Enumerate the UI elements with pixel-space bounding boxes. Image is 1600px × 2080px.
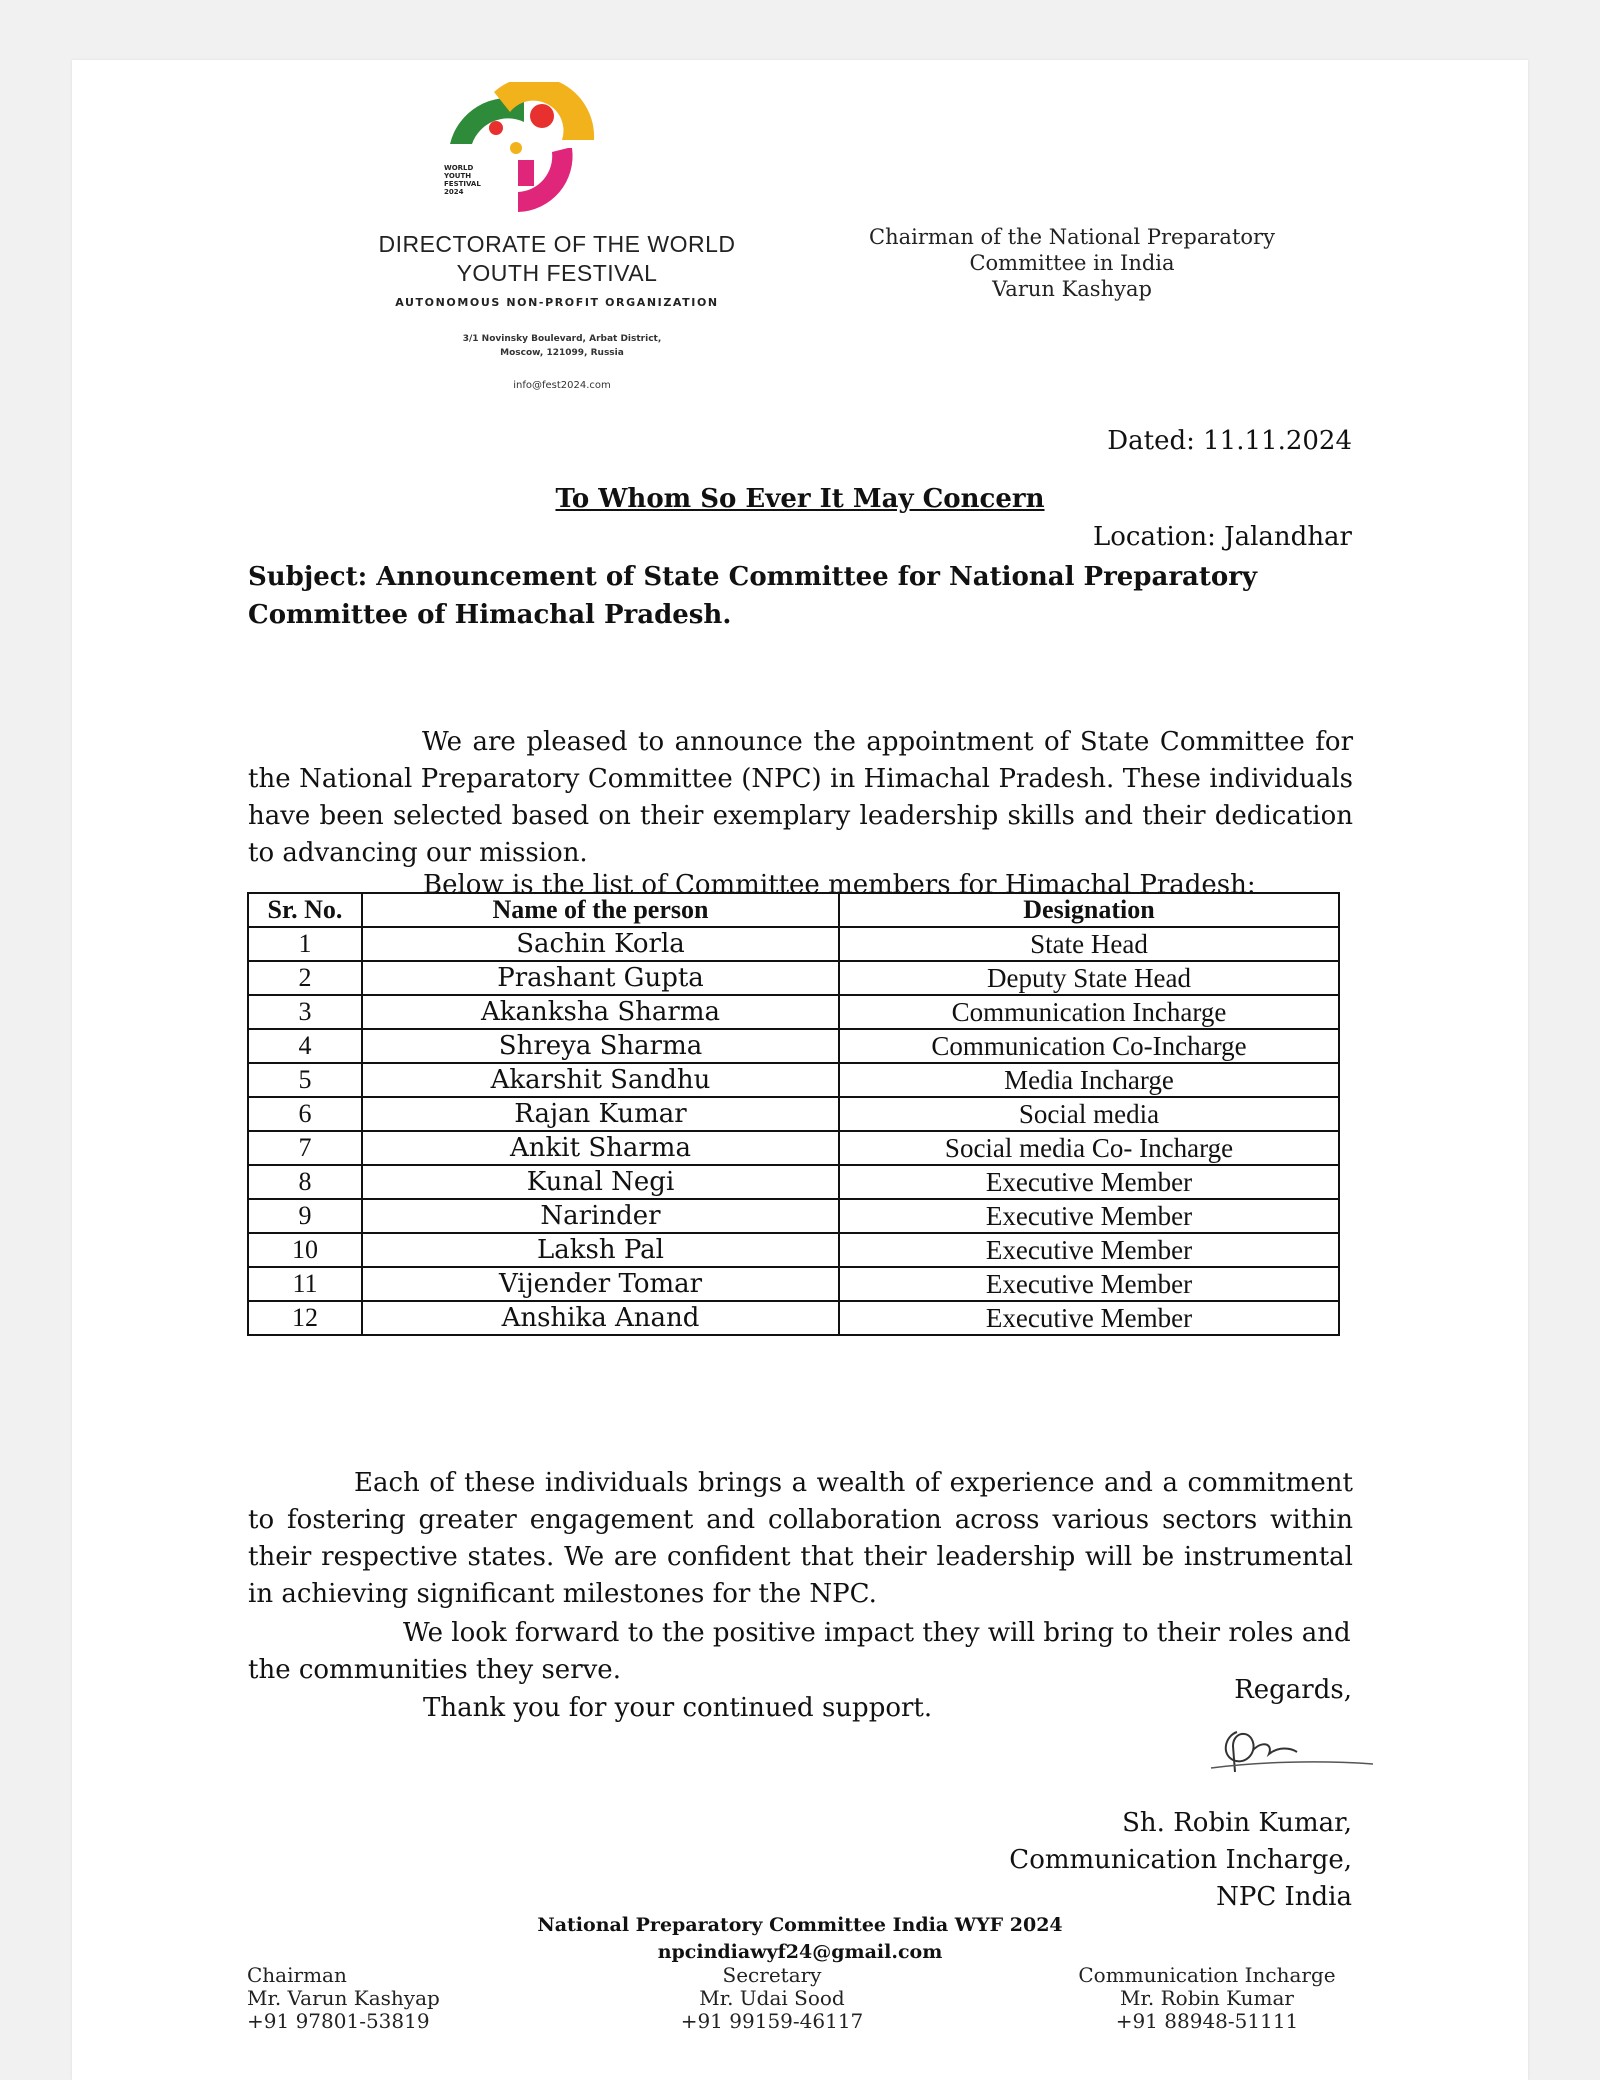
org-address-line-2: Moscow, 121099, Russia [500, 348, 624, 358]
table-row [248, 1301, 1339, 1335]
cell-designation: Executive Member [839, 1165, 1339, 1199]
cell-sr: 5 [248, 1063, 362, 1097]
table-row [248, 1267, 1339, 1301]
org-title [292, 230, 822, 288]
cell-name: Kunal Negi [362, 1165, 839, 1199]
list-intro: Below is the list of Committee members for Himachal Pradesh: [423, 870, 1256, 900]
cell-name: Ankit Sharma [362, 1131, 839, 1165]
subject-line-1: Subject: Announcement of State Committee for National Preparatory [248, 562, 1258, 592]
cell-name: Sachin Korla [362, 927, 839, 961]
org-title-line-1: DIRECTORATE OF THE WORLD [378, 231, 736, 257]
org-subtitle: AUTONOMOUS NON-PROFIT ORGANIZATION [395, 296, 719, 309]
footer-left-name: Mr. Varun Kashyap [247, 1986, 440, 2010]
cell-designation: Executive Member [839, 1267, 1339, 1301]
cell-sr: 10 [248, 1233, 362, 1267]
letter-heading: To Whom So Ever It May Concern [555, 484, 1045, 514]
cell-designation: Social media [839, 1097, 1339, 1131]
org-email: info@fest2024.com [513, 380, 611, 391]
letter-subject [248, 558, 1358, 634]
footer-right-name: Mr. Robin Kumar [1120, 1986, 1294, 2010]
signatory-block [1009, 1805, 1352, 1916]
footer-communication [1062, 1964, 1352, 2033]
table-row [248, 1063, 1339, 1097]
cell-designation: Executive Member [839, 1301, 1339, 1335]
committee-table [247, 892, 1340, 1336]
cell-name: Akanksha Sharma [362, 995, 839, 1029]
closing-text-1: Each of these individuals brings a wealth of experience and a commitment to fostering greater engagement and collaboration across various sectors within their respective states. We are confident that their leadership will be instrumental in achieving significant milestones for the NPC. [248, 1468, 1353, 1609]
table-row [248, 1131, 1339, 1165]
footer-right-phone: +91 88948-51111 [1115, 2009, 1299, 2033]
cell-sr: 12 [248, 1301, 362, 1335]
cell-name: Shreya Sharma [362, 1029, 839, 1063]
world-youth-festival-logo [444, 82, 654, 242]
table-header-row [248, 893, 1339, 927]
footer-mid-phone: +91 99159-46117 [680, 2009, 864, 2033]
subject-line-2: Committee of Himachal Pradesh. [248, 600, 732, 630]
cell-sr: 8 [248, 1165, 362, 1199]
chair-line-1: Chairman of the National Preparatory [869, 225, 1275, 249]
intro-text: We are pleased to announce the appointment of State Committee for the National Preparatory Committee (NPC) in Himachal Pradesh. These individuals have been selected based on their exemplary leadership skills and their dedication to advancing our mission. [248, 727, 1353, 868]
table-row [248, 1233, 1339, 1267]
cell-sr: 7 [248, 1131, 362, 1165]
cell-sr: 4 [248, 1029, 362, 1063]
letter-location: Location: Jalandhar [1093, 522, 1352, 552]
cell-name: Anshika Anand [362, 1301, 839, 1335]
cell-sr: 6 [248, 1097, 362, 1131]
table-row [248, 1165, 1339, 1199]
table-row [248, 927, 1339, 961]
signatory-name: Sh. Robin Kumar, [1122, 1808, 1352, 1838]
footer-email: npcindiawyf24@gmail.com [657, 1941, 943, 1963]
signatory-org: NPC India [1216, 1882, 1352, 1912]
footer-mid-role: Secretary [722, 1963, 822, 1987]
logo-pink-block [518, 160, 534, 186]
org-address [372, 332, 752, 360]
letter-date: Dated: 11.11.2024 [1107, 426, 1352, 456]
closing-paragraph-1 [248, 1465, 1353, 1613]
footer-mid-name: Mr. Udai Sood [699, 1986, 845, 2010]
table-row [248, 1097, 1339, 1131]
intro-paragraph [248, 724, 1353, 872]
footer-title: National Preparatory Committee India WYF 2024 [537, 1914, 1063, 1936]
cell-designation: Communication Co-Incharge [839, 1029, 1339, 1063]
footer-chairman [247, 1964, 440, 2033]
org-address-line-1: 3/1 Novinsky Boulevard, Arbat District, [462, 334, 662, 344]
regards: Regards, [1234, 1675, 1352, 1705]
logo-word-4: 2024 [444, 188, 464, 196]
org-title-line-2: YOUTH FESTIVAL [456, 260, 658, 286]
table-row [248, 961, 1339, 995]
cell-designation: Media Incharge [839, 1063, 1339, 1097]
cell-name: Narinder [362, 1199, 839, 1233]
logo-word-1: WORLD [444, 164, 474, 172]
cell-sr: 2 [248, 961, 362, 995]
cell-sr: 3 [248, 995, 362, 1029]
chair-line-3: Varun Kashyap [992, 277, 1152, 301]
signatory-title: Communication Incharge, [1009, 1845, 1352, 1875]
closing-paragraph-2 [248, 1615, 1353, 1689]
cell-designation: Communication Incharge [839, 995, 1339, 1029]
footer-left-role: Chairman [247, 1963, 347, 1987]
cell-designation: Executive Member [839, 1233, 1339, 1267]
logo-word-2: YOUTH [444, 172, 472, 180]
cell-sr: 9 [248, 1199, 362, 1233]
logo-small-yellow-dot [510, 142, 522, 154]
header-name: Name of the person [362, 893, 839, 927]
signature-image [1207, 1710, 1377, 1780]
cell-designation: State Head [839, 927, 1339, 961]
cell-designation: Social media Co- Incharge [839, 1131, 1339, 1165]
letter-page [72, 60, 1528, 2080]
footer-left-phone: +91 97801-53819 [247, 2009, 430, 2033]
closing-paragraph-3: Thank you for your continued support. [423, 1693, 933, 1723]
table-row [248, 1199, 1339, 1233]
footer-secretary [632, 1964, 912, 2033]
chairman-block [832, 224, 1312, 302]
cell-designation: Deputy State Head [839, 961, 1339, 995]
cell-name: Vijender Tomar [362, 1267, 839, 1301]
logo-red-dot [530, 104, 554, 128]
table-row [248, 995, 1339, 1029]
header-sr-no: Sr. No. [248, 893, 362, 927]
logo-small-red-dot [489, 121, 503, 135]
closing-text-2: We look forward to the positive impact they will bring to their roles and the communities they serve. [248, 1618, 1351, 1685]
cell-sr: 11 [248, 1267, 362, 1301]
cell-designation: Executive Member [839, 1199, 1339, 1233]
footer-right-role: Communication Incharge [1078, 1963, 1336, 1987]
cell-sr: 1 [248, 927, 362, 961]
cell-name: Laksh Pal [362, 1233, 839, 1267]
table-row [248, 1029, 1339, 1063]
cell-name: Akarshit Sandhu [362, 1063, 839, 1097]
chair-line-2: Committee in India [969, 251, 1175, 275]
logo-caption [444, 164, 504, 196]
cell-name: Rajan Kumar [362, 1097, 839, 1131]
header-designation: Designation [839, 893, 1339, 927]
cell-name: Prashant Gupta [362, 961, 839, 995]
footer-heading [72, 1912, 1528, 1966]
logo-word-3: FESTIVAL [444, 180, 481, 188]
